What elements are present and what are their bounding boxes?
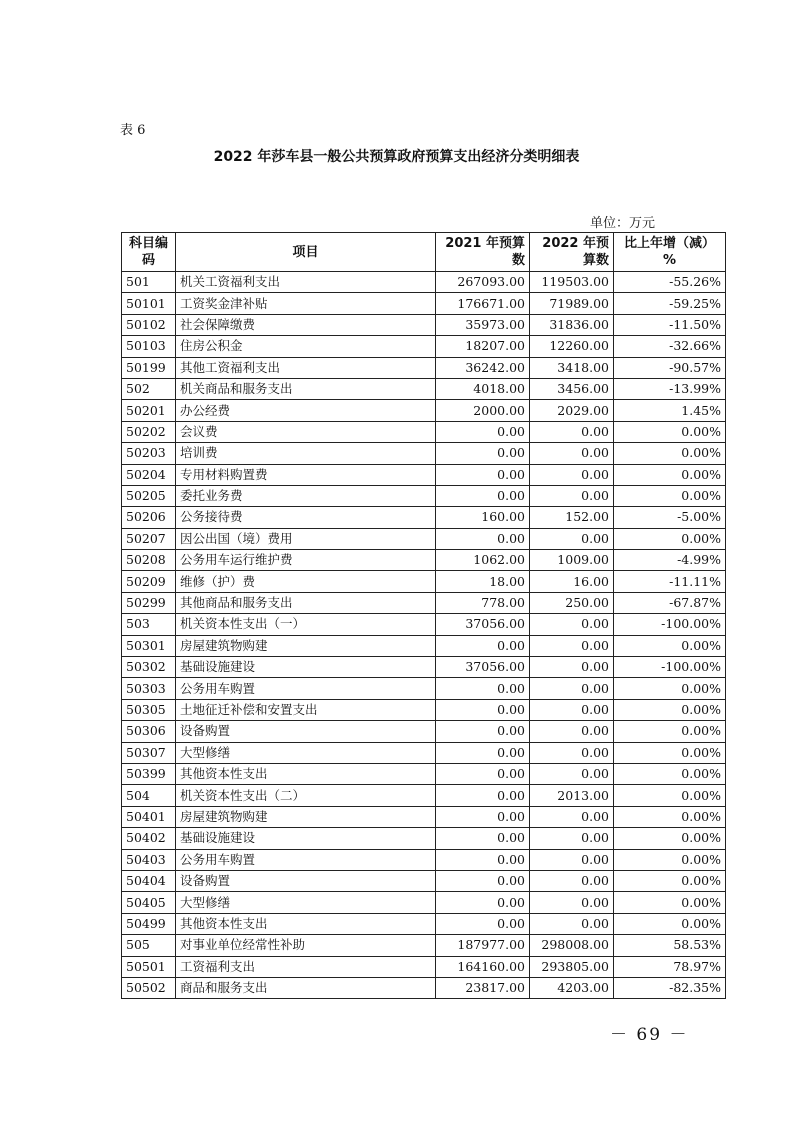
row-change-pct: 0.00% <box>614 806 726 827</box>
row-change-pct: 0.00% <box>614 635 726 656</box>
row-2021-budget: 0.00 <box>436 443 530 464</box>
table-row <box>122 956 726 977</box>
row-2022-budget: 293805.00 <box>530 956 614 977</box>
row-code: 50307 <box>122 742 176 763</box>
row-code: 50207 <box>122 528 176 549</box>
row-code: 50205 <box>122 485 176 506</box>
row-item: 其他资本性支出 <box>176 763 436 784</box>
row-code: 50302 <box>122 657 176 678</box>
row-code: 504 <box>122 785 176 806</box>
row-change-pct: -32.66% <box>614 336 726 357</box>
table-row <box>122 678 726 699</box>
row-2022-budget: 0.00 <box>530 464 614 485</box>
row-item: 专用材料购置费 <box>176 464 436 485</box>
table-row <box>122 378 726 399</box>
row-change-pct: -4.99% <box>614 550 726 571</box>
unit-label: 单位：万元 <box>590 216 656 231</box>
row-item: 房屋建筑物购建 <box>176 635 436 656</box>
table-row <box>122 571 726 592</box>
table-header-row <box>122 233 726 272</box>
row-2021-budget: 0.00 <box>436 678 530 699</box>
row-2021-budget: 36242.00 <box>436 357 530 378</box>
row-change-pct: 0.00% <box>614 678 726 699</box>
row-change-pct: 78.97% <box>614 956 726 977</box>
header-code: 科目编码 <box>122 233 176 272</box>
row-item: 办公经费 <box>176 400 436 421</box>
row-code: 50203 <box>122 443 176 464</box>
row-2022-budget: 152.00 <box>530 507 614 528</box>
row-item: 住房公积金 <box>176 336 436 357</box>
row-item: 对事业单位经常性补助 <box>176 935 436 956</box>
row-2022-budget: 71989.00 <box>530 293 614 314</box>
row-change-pct: -67.87% <box>614 592 726 613</box>
row-2021-budget: 23817.00 <box>436 977 530 998</box>
row-code: 50199 <box>122 357 176 378</box>
row-item: 机关资本性支出（二） <box>176 785 436 806</box>
row-item: 维修（护）费 <box>176 571 436 592</box>
table-row <box>122 485 726 506</box>
row-code: 50405 <box>122 892 176 913</box>
row-2021-budget: 164160.00 <box>436 956 530 977</box>
row-item: 设备购置 <box>176 721 436 742</box>
row-item: 机关工资福利支出 <box>176 272 436 293</box>
row-code: 50299 <box>122 592 176 613</box>
row-2021-budget: 0.00 <box>436 464 530 485</box>
row-change-pct: -11.50% <box>614 314 726 335</box>
row-2022-budget: 2029.00 <box>530 400 614 421</box>
row-change-pct: 1.45% <box>614 400 726 421</box>
table-row <box>122 870 726 891</box>
table-row <box>122 314 726 335</box>
row-code: 50201 <box>122 400 176 421</box>
table-row <box>122 443 726 464</box>
row-code: 50209 <box>122 571 176 592</box>
row-item: 土地征迁补偿和安置支出 <box>176 699 436 720</box>
row-2022-budget: 0.00 <box>530 635 614 656</box>
row-item: 其他资本性支出 <box>176 913 436 934</box>
row-code: 501 <box>122 272 176 293</box>
row-2021-budget: 0.00 <box>436 870 530 891</box>
row-2021-budget: 0.00 <box>436 721 530 742</box>
table-row <box>122 913 726 934</box>
row-code: 50208 <box>122 550 176 571</box>
row-2021-budget: 18207.00 <box>436 336 530 357</box>
table-row <box>122 272 726 293</box>
row-item: 商品和服务支出 <box>176 977 436 998</box>
row-change-pct: 58.53% <box>614 935 726 956</box>
row-code: 50399 <box>122 763 176 784</box>
header-change-pct: 比上年增（减）% <box>614 233 726 272</box>
row-2021-budget: 2000.00 <box>436 400 530 421</box>
row-2021-budget: 0.00 <box>436 892 530 913</box>
row-2022-budget: 0.00 <box>530 828 614 849</box>
page-number: － 69 － <box>610 1025 689 1045</box>
row-item: 委托业务费 <box>176 485 436 506</box>
row-code: 50204 <box>122 464 176 485</box>
row-code: 50404 <box>122 870 176 891</box>
row-2022-budget: 3418.00 <box>530 357 614 378</box>
row-item: 公务用车购置 <box>176 849 436 870</box>
row-2022-budget: 12260.00 <box>530 336 614 357</box>
table-row <box>122 721 726 742</box>
row-change-pct: 0.00% <box>614 763 726 784</box>
table-row <box>122 699 726 720</box>
row-2021-budget: 0.00 <box>436 635 530 656</box>
table-row <box>122 507 726 528</box>
row-item: 公务接待费 <box>176 507 436 528</box>
row-change-pct: 0.00% <box>614 528 726 549</box>
row-2022-budget: 0.00 <box>530 806 614 827</box>
row-code: 50501 <box>122 956 176 977</box>
row-item: 培训费 <box>176 443 436 464</box>
table-row <box>122 528 726 549</box>
row-item: 大型修缮 <box>176 892 436 913</box>
row-2022-budget: 0.00 <box>530 443 614 464</box>
row-2022-budget: 0.00 <box>530 614 614 635</box>
row-change-pct: 0.00% <box>614 892 726 913</box>
row-2021-budget: 0.00 <box>436 806 530 827</box>
row-2021-budget: 0.00 <box>436 742 530 763</box>
table-row <box>122 806 726 827</box>
row-item: 其他工资福利支出 <box>176 357 436 378</box>
table-row <box>122 614 726 635</box>
row-2022-budget: 250.00 <box>530 592 614 613</box>
row-2021-budget: 1062.00 <box>436 550 530 571</box>
row-code: 50206 <box>122 507 176 528</box>
table-row <box>122 293 726 314</box>
row-change-pct: 0.00% <box>614 849 726 870</box>
row-2022-budget: 0.00 <box>530 849 614 870</box>
row-2021-budget: 37056.00 <box>436 657 530 678</box>
row-item: 其他商品和服务支出 <box>176 592 436 613</box>
row-item: 基础设施建设 <box>176 828 436 849</box>
table-row <box>122 336 726 357</box>
table-row <box>122 892 726 913</box>
row-code: 50301 <box>122 635 176 656</box>
row-item: 因公出国（境）费用 <box>176 528 436 549</box>
row-code: 50305 <box>122 699 176 720</box>
row-2022-budget: 0.00 <box>530 870 614 891</box>
row-code: 50103 <box>122 336 176 357</box>
row-2022-budget: 0.00 <box>530 657 614 678</box>
row-code: 50303 <box>122 678 176 699</box>
row-2021-budget: 0.00 <box>436 485 530 506</box>
row-item: 社会保障缴费 <box>176 314 436 335</box>
row-2022-budget: 119503.00 <box>530 272 614 293</box>
row-change-pct: 0.00% <box>614 913 726 934</box>
row-code: 50202 <box>122 421 176 442</box>
row-code: 50101 <box>122 293 176 314</box>
table-row <box>122 635 726 656</box>
row-code: 50403 <box>122 849 176 870</box>
row-item: 大型修缮 <box>176 742 436 763</box>
header-2022-budget: 2022 年预算数 <box>530 233 614 272</box>
table-row <box>122 657 726 678</box>
row-code: 50402 <box>122 828 176 849</box>
row-item: 设备购置 <box>176 870 436 891</box>
row-2021-budget: 176671.00 <box>436 293 530 314</box>
row-2021-budget: 0.00 <box>436 913 530 934</box>
row-change-pct: 0.00% <box>614 721 726 742</box>
header-2021-budget: 2021 年预算数 <box>436 233 530 272</box>
row-2021-budget: 0.00 <box>436 699 530 720</box>
row-2021-budget: 37056.00 <box>436 614 530 635</box>
row-2022-budget: 4203.00 <box>530 977 614 998</box>
row-2022-budget: 0.00 <box>530 699 614 720</box>
row-2022-budget: 31836.00 <box>530 314 614 335</box>
table-row <box>122 935 726 956</box>
row-code: 50502 <box>122 977 176 998</box>
row-change-pct: 0.00% <box>614 464 726 485</box>
row-code: 50306 <box>122 721 176 742</box>
row-code: 505 <box>122 935 176 956</box>
row-2022-budget: 0.00 <box>530 528 614 549</box>
row-2021-budget: 160.00 <box>436 507 530 528</box>
row-change-pct: -100.00% <box>614 614 726 635</box>
row-2022-budget: 0.00 <box>530 485 614 506</box>
row-change-pct: 0.00% <box>614 828 726 849</box>
row-change-pct: -11.11% <box>614 571 726 592</box>
table-row <box>122 828 726 849</box>
table-row <box>122 763 726 784</box>
row-code: 502 <box>122 378 176 399</box>
row-2021-budget: 0.00 <box>436 828 530 849</box>
table-row <box>122 400 726 421</box>
row-2022-budget: 0.00 <box>530 421 614 442</box>
budget-table <box>121 232 726 999</box>
row-item: 工资奖金津补贴 <box>176 293 436 314</box>
table-row <box>122 849 726 870</box>
row-2022-budget: 0.00 <box>530 913 614 934</box>
row-change-pct: 0.00% <box>614 742 726 763</box>
table-row <box>122 592 726 613</box>
row-2021-budget: 0.00 <box>436 421 530 442</box>
row-change-pct: -55.26% <box>614 272 726 293</box>
table-row <box>122 977 726 998</box>
row-code: 503 <box>122 614 176 635</box>
row-2022-budget: 0.00 <box>530 678 614 699</box>
row-change-pct: -13.99% <box>614 378 726 399</box>
row-2021-budget: 4018.00 <box>436 378 530 399</box>
row-change-pct: 0.00% <box>614 443 726 464</box>
row-item: 机关商品和服务支出 <box>176 378 436 399</box>
row-change-pct: -100.00% <box>614 657 726 678</box>
row-2022-budget: 0.00 <box>530 763 614 784</box>
row-change-pct: 0.00% <box>614 485 726 506</box>
row-item: 会议费 <box>176 421 436 442</box>
row-2022-budget: 0.00 <box>530 742 614 763</box>
row-2022-budget: 0.00 <box>530 721 614 742</box>
row-2021-budget: 187977.00 <box>436 935 530 956</box>
row-2021-budget: 0.00 <box>436 849 530 870</box>
row-2022-budget: 298008.00 <box>530 935 614 956</box>
row-change-pct: 0.00% <box>614 870 726 891</box>
row-item: 机关资本性支出（一） <box>176 614 436 635</box>
row-change-pct: 0.00% <box>614 785 726 806</box>
row-change-pct: -90.57% <box>614 357 726 378</box>
table-row <box>122 421 726 442</box>
row-code: 50102 <box>122 314 176 335</box>
row-2022-budget: 1009.00 <box>530 550 614 571</box>
row-change-pct: -5.00% <box>614 507 726 528</box>
row-change-pct: 0.00% <box>614 699 726 720</box>
row-code: 50499 <box>122 913 176 934</box>
row-2021-budget: 18.00 <box>436 571 530 592</box>
row-2022-budget: 3456.00 <box>530 378 614 399</box>
row-change-pct: 0.00% <box>614 421 726 442</box>
row-2022-budget: 0.00 <box>530 892 614 913</box>
row-2021-budget: 267093.00 <box>436 272 530 293</box>
row-item: 基础设施建设 <box>176 657 436 678</box>
row-2021-budget: 778.00 <box>436 592 530 613</box>
page-title: 2022 年莎车县一般公共预算政府预算支出经济分类明细表 <box>213 149 580 165</box>
row-2021-budget: 0.00 <box>436 785 530 806</box>
row-2022-budget: 16.00 <box>530 571 614 592</box>
row-change-pct: -59.25% <box>614 293 726 314</box>
row-2021-budget: 0.00 <box>436 528 530 549</box>
table-label: 表 6 <box>120 123 146 138</box>
table-row <box>122 785 726 806</box>
table-row <box>122 357 726 378</box>
table-row <box>122 464 726 485</box>
table-row <box>122 550 726 571</box>
row-item: 房屋建筑物购建 <box>176 806 436 827</box>
row-2021-budget: 0.00 <box>436 763 530 784</box>
row-item: 工资福利支出 <box>176 956 436 977</box>
row-code: 50401 <box>122 806 176 827</box>
row-item: 公务用车购置 <box>176 678 436 699</box>
row-2021-budget: 35973.00 <box>436 314 530 335</box>
row-item: 公务用车运行维护费 <box>176 550 436 571</box>
header-item: 项目 <box>176 233 436 272</box>
table-row <box>122 742 726 763</box>
row-2022-budget: 2013.00 <box>530 785 614 806</box>
row-change-pct: -82.35% <box>614 977 726 998</box>
